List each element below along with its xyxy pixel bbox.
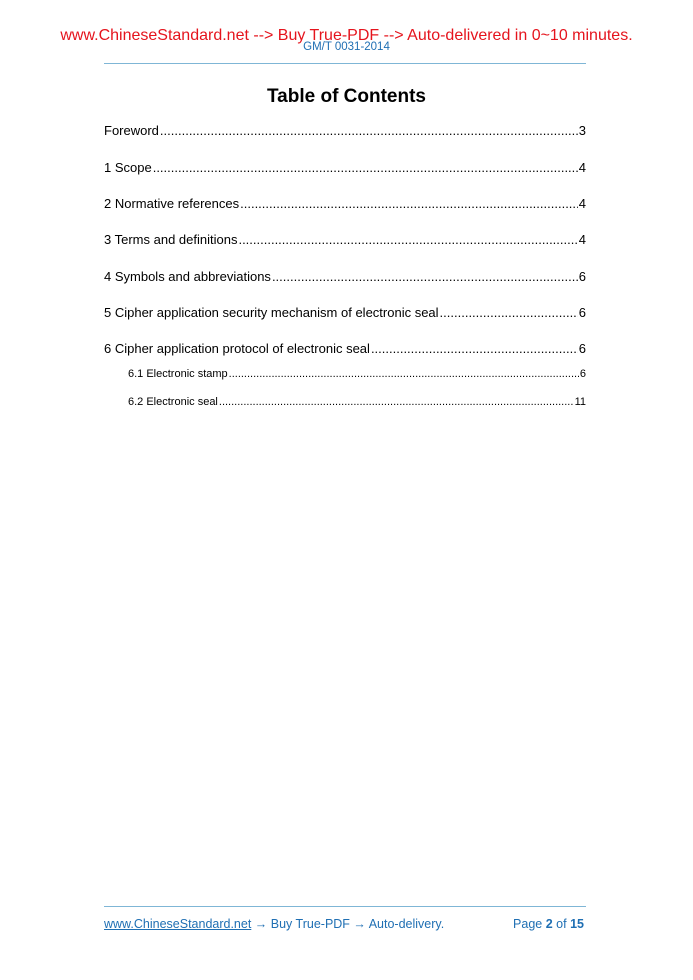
toc-entry-page: 4	[578, 196, 586, 211]
header-divider	[104, 63, 586, 64]
toc-entry-symbols-abbreviations[interactable]	[104, 268, 586, 286]
page-total: 15	[570, 917, 584, 931]
toc-entry-page: 4	[578, 160, 586, 175]
toc-entry-label: 6.2 Electronic seal	[128, 396, 218, 408]
toc-entry-label: 6.1 Electronic stamp	[128, 368, 228, 380]
toc-entry-page: 11	[574, 396, 586, 408]
toc-entry-label: 1 Scope	[104, 160, 152, 175]
table-of-contents	[104, 122, 586, 409]
toc-leader-dots	[229, 367, 579, 381]
footer-link[interactable]	[104, 915, 444, 933]
toc-leader-dots	[440, 304, 578, 322]
page-current: 2	[545, 917, 553, 931]
toc-entry-label: Foreword	[104, 123, 159, 138]
toc-entry-foreword[interactable]	[104, 122, 586, 140]
toc-entry-label: 4 Symbols and abbreviations	[104, 269, 271, 284]
toc-leader-dots	[371, 340, 578, 358]
toc-entry-normative-references[interactable]	[104, 195, 586, 213]
page-of: of	[556, 917, 567, 931]
page-number	[513, 915, 584, 933]
toc-entry-label: 2 Normative references	[104, 196, 240, 211]
toc-entry-label: 6 Cipher application protocol of electronic seal	[104, 341, 370, 356]
toc-entry-scope[interactable]	[104, 159, 586, 177]
toc-leader-dots	[272, 268, 578, 286]
page-word: Page	[513, 917, 543, 931]
toc-entry-page: 6	[578, 305, 586, 320]
document-code: GM/T 0031-2014	[303, 41, 390, 53]
toc-entry-page: 6	[578, 269, 586, 284]
footer-divider	[104, 906, 586, 907]
toc-entry-page: 3	[578, 123, 586, 138]
toc-entry-label: 5 Cipher application security mechanism of electronic seal	[104, 305, 439, 320]
toc-leader-dots	[160, 122, 578, 140]
toc-entry-electronic-stamp[interactable]	[128, 367, 586, 381]
toc-entry-page: 4	[578, 232, 586, 247]
toc-entry-label: 3 Terms and definitions	[104, 232, 238, 247]
toc-entry-page: 6	[579, 368, 586, 380]
toc-leader-dots	[153, 159, 578, 177]
toc-entry-terms-definitions[interactable]	[104, 231, 586, 249]
page-title: Table of Contents	[266, 86, 427, 107]
promo-banner[interactable]: www.ChineseStandard.net --> Buy True-PDF --> Auto-delivered in 0~10 minutes.	[60, 27, 633, 44]
toc-entry-page: 6	[578, 341, 586, 356]
toc-leader-dots	[219, 395, 574, 409]
toc-entry-security-mechanism[interactable]	[104, 304, 586, 322]
toc-leader-dots	[238, 231, 577, 249]
toc-leader-dots	[240, 195, 578, 213]
footer-tagline: → Buy True-PDF → Auto-delivery.	[251, 917, 445, 931]
toc-entry-electronic-seal[interactable]	[128, 395, 586, 409]
page-footer	[104, 915, 586, 933]
toc-entry-application-protocol[interactable]	[104, 340, 586, 358]
footer-site-link[interactable]: www.ChineseStandard.net	[104, 917, 252, 931]
